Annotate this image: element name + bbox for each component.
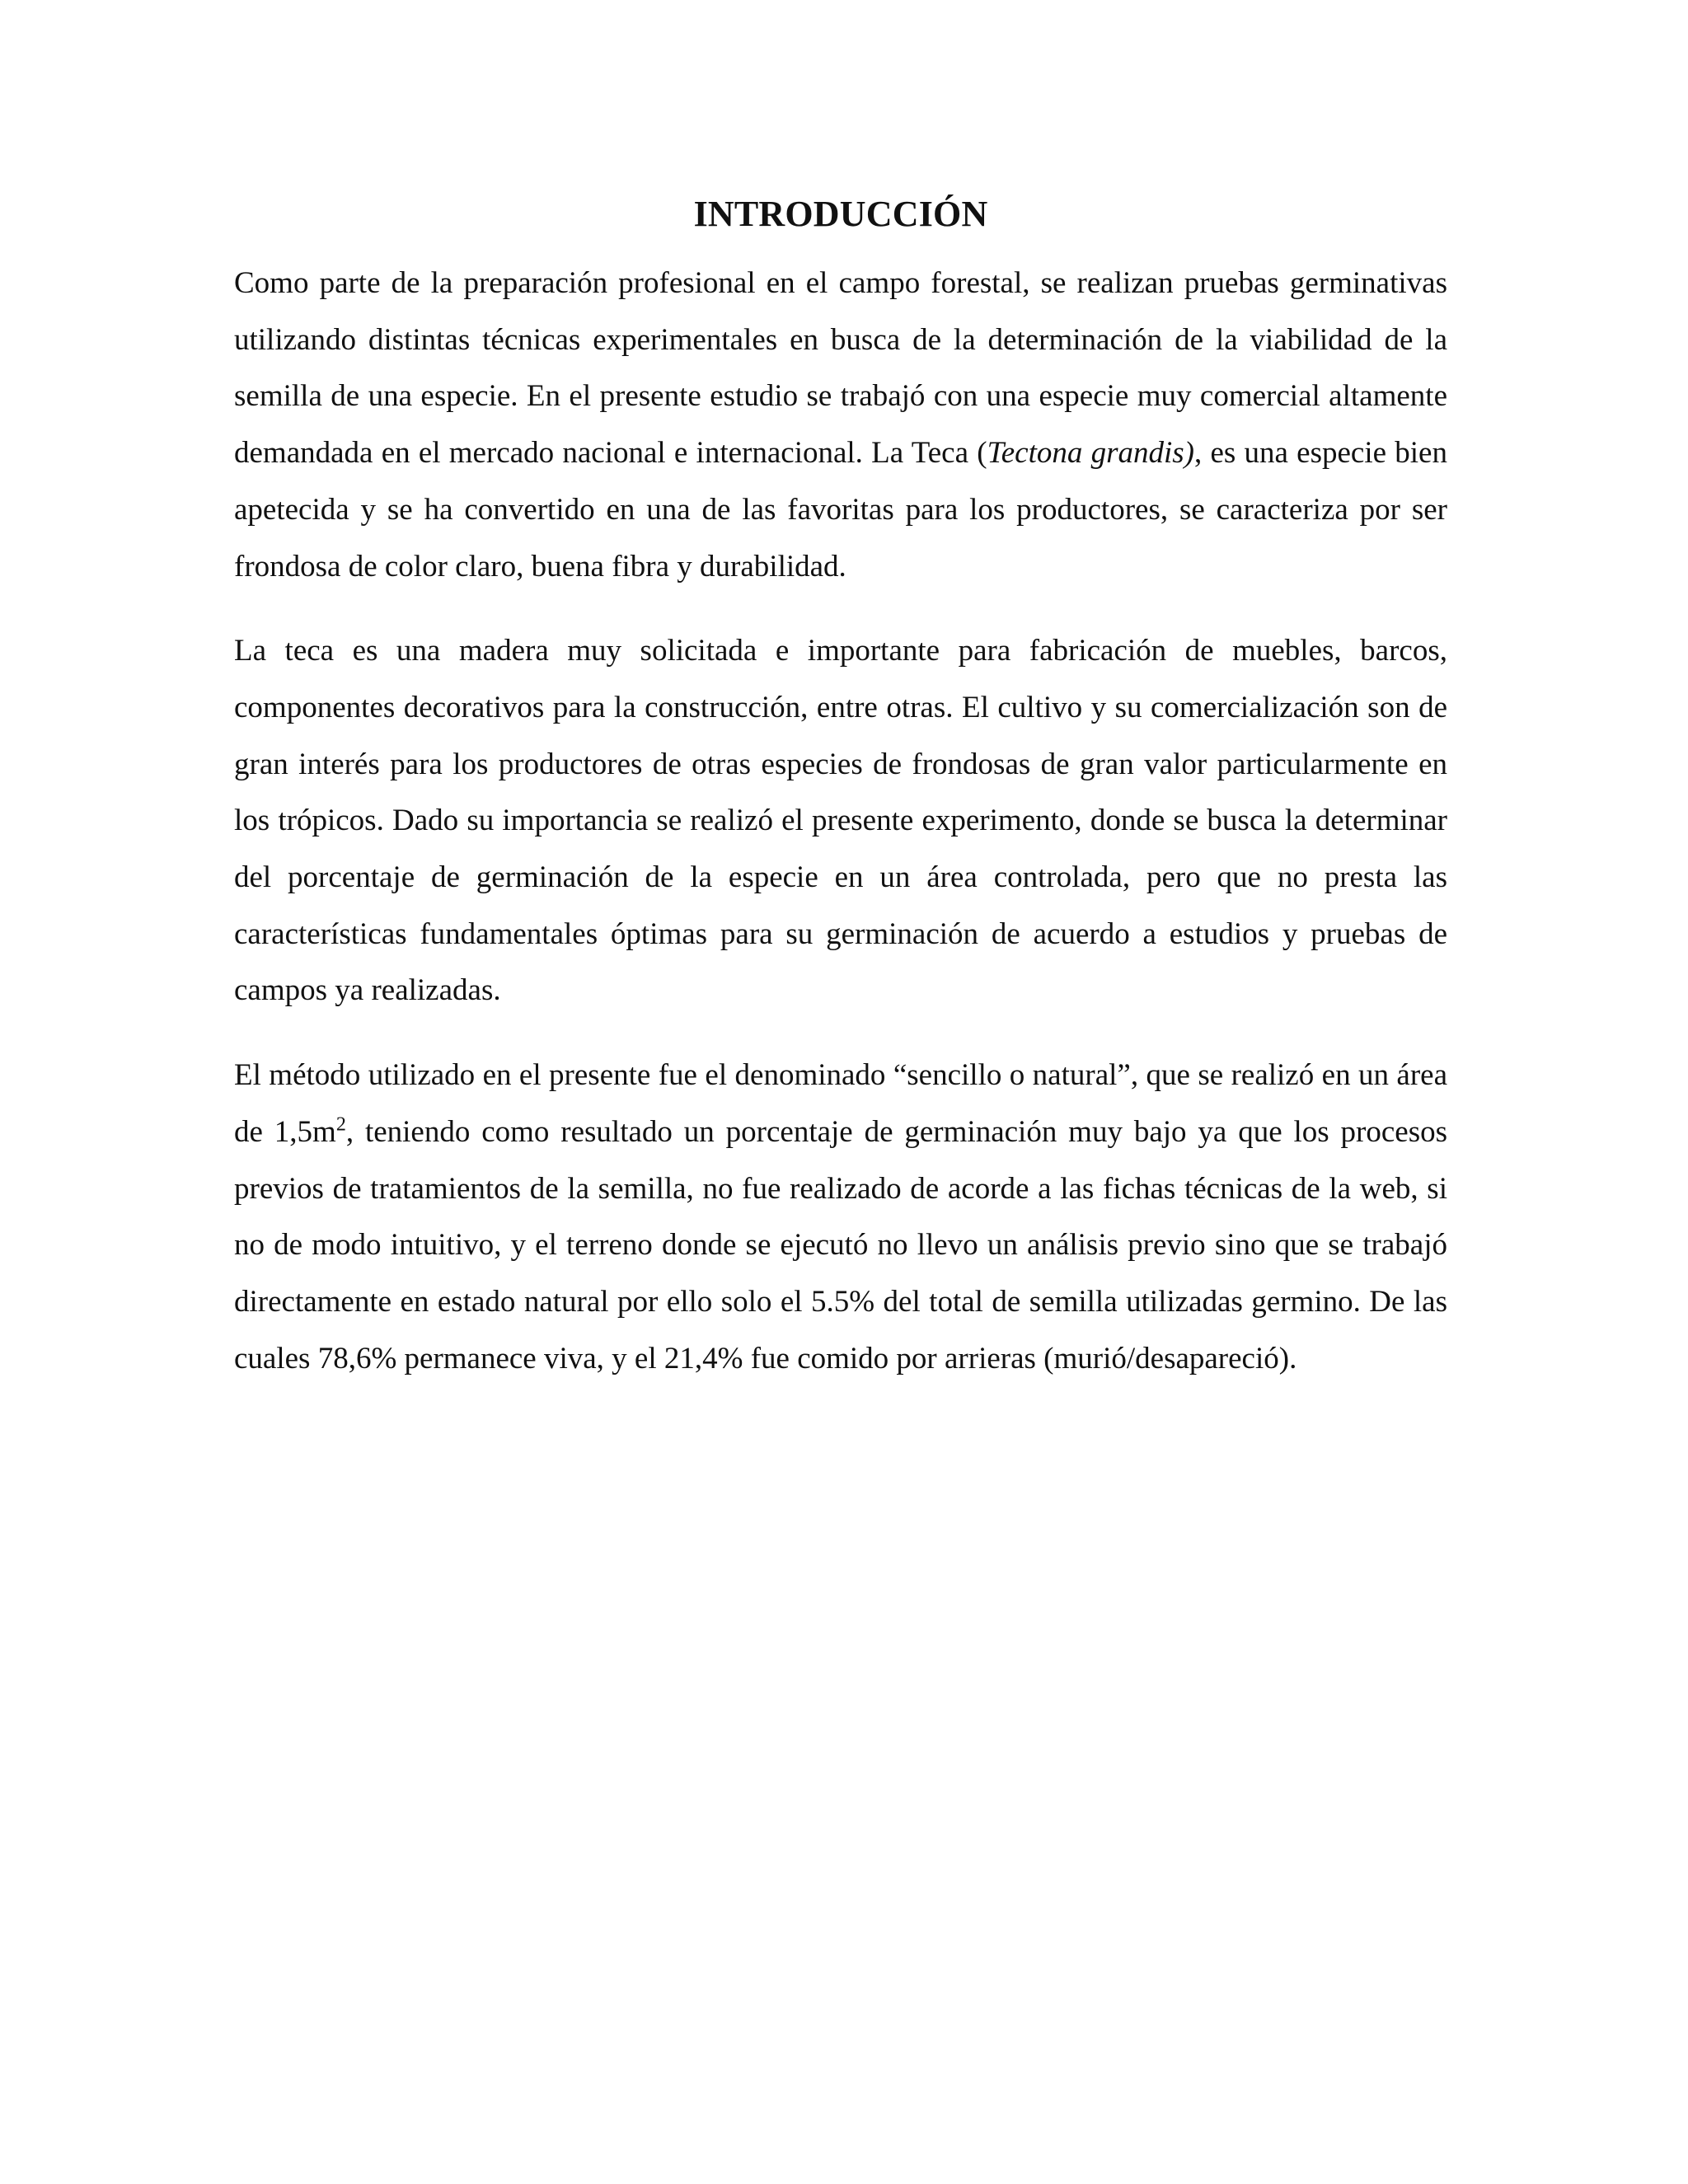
area-superscript: 2 bbox=[335, 1113, 346, 1136]
document-body bbox=[234, 191, 1447, 1387]
species-name-italic: Tectona grandis) bbox=[987, 436, 1195, 471]
paragraph-1-text-start: Como parte de la preparación profesional en el campo forestal, se realizan pruebas germinativas utilizando distintas técnicas experimentales en busca de la determinación de la viabilidad de la semilla de una especie. En el presente estudio se trabajó con una especie muy comercial altamente demandada en el mercado nacional e internacional. La Teca ( bbox=[234, 266, 1447, 471]
paragraph-3-text-start: El método utilizado en el presente fue el denominado “sencillo o natural”, que se realizó en un área de 1,5m bbox=[234, 1058, 1447, 1149]
paragraph-3-text-end: , teniendo como resultado un porcentaje de germinación muy bajo ya que los procesos previos de tratamientos de la semilla, no fue realizado de acorde a las fichas técnicas de la web, si no de modo intuitivo, y el terreno donde se ejecutó no llevo un análisis previo sino que se trabajó directamente en estado natural por ello solo el 5.5% del total de semilla utilizadas germino. De las cuales 78,6% permanece viva, y el 21,4% fue comido por arrieras (murió/desapareció). bbox=[234, 1114, 1448, 1376]
paragraph-2: La teca es una madera muy solicitada e importante para fabricación de muebles, barcos, componentes decorativos para la construcción, entre otras. El cultivo y su comercialización son de gran interés para los productores de otras especies de frondosas de gran valor particularmente en los trópicos. Dado su importancia se realizó el presente experimento, donde se busca la determinar del porcentaje de germinación de la especie en un área controlada, pero que no presta las características fundamentales óptimas para su germinación de acuerdo a estudios y pruebas de campos ya realizadas. bbox=[234, 634, 1447, 1008]
paragraph-1 bbox=[234, 255, 1447, 595]
page-title: INTRODUCCIÓN bbox=[693, 194, 988, 234]
paragraph-1-text-end: , es una especie bien apetecida y se ha convertido en una de las favoritas para los productores, se caracteriza por ser frondosa de color claro, buena fibra y durabilidad. bbox=[234, 436, 1447, 583]
paragraph-3 bbox=[234, 1047, 1447, 1387]
